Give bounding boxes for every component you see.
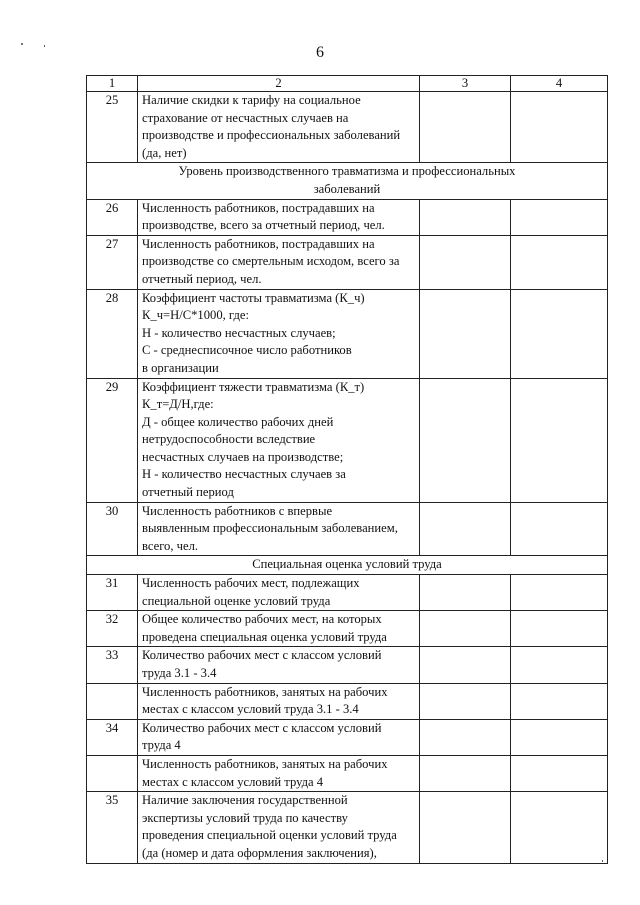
value-cell[interactable] [420,683,511,719]
cell-text-line: Коэффициент частоты травматизма (К_ч) [142,290,365,305]
cell-text-line: Наличие заключения государственной [142,793,348,808]
indicator-table [86,75,608,864]
cell-text-line: Коэффициент тяжести травматизма (К_т) [142,379,365,394]
value-cell[interactable] [511,755,608,791]
indicator-description [138,235,420,289]
value-cell[interactable] [511,289,608,378]
indicator-description [138,92,420,163]
cell-text-line: Численность работников, пострадавших на [142,236,375,251]
cell-text-line: всего, чел. [142,538,199,553]
cell-text-line: (да, нет) [142,145,187,160]
indicator-description [138,575,420,611]
table-row [87,683,608,719]
table-row [87,289,608,378]
cell-text-line: Количество рабочих мест с классом условий [142,648,382,663]
value-cell[interactable] [511,199,608,235]
table-body [87,76,608,864]
cell-text-line: заболеваний [313,181,381,196]
row-number: 33 [87,647,138,683]
table-header-row [87,76,608,92]
cell-text-line: производстве и профессиональных заболеваний [142,128,401,143]
value-cell[interactable] [420,235,511,289]
row-number: 29 [87,378,138,502]
row-number: 34 [87,719,138,755]
indicator-description [138,289,420,378]
row-number: 35 [87,792,138,863]
cell-text-line: специальной оценке условий труда [142,593,331,608]
cell-text-line: проведена специальная оценка условий труда [142,629,387,644]
cell-text-line: Н - количество несчастных случаев; [142,325,336,340]
value-cell[interactable] [420,611,511,647]
cell-text-line: Общее количество рабочих мест, на которых [142,612,382,627]
value-cell[interactable] [420,378,511,502]
table-row [87,575,608,611]
section-header-row [87,556,608,575]
value-cell[interactable] [511,378,608,502]
row-number: 25 [87,92,138,163]
value-cell[interactable] [420,575,511,611]
indicator-description [138,502,420,556]
cell-text-line: Н - количество несчастных случаев за [142,467,346,482]
cell-text-line: страхование от несчастных случаев на [142,110,349,125]
value-cell[interactable] [511,647,608,683]
cell-text-line: отчетный период, чел. [142,271,262,286]
value-cell[interactable] [420,199,511,235]
cell-text-line: проведения специальной оценки условий труда [142,828,397,843]
indicator-description [138,611,420,647]
cell-text-line: местах с классом условий труда 4 [142,774,324,789]
column-header-2: 2 [138,76,420,92]
indicator-description [138,199,420,235]
value-cell[interactable] [420,289,511,378]
row-number: 30 [87,502,138,556]
value-cell[interactable] [511,92,608,163]
value-cell[interactable] [420,719,511,755]
cell-text-line: С - среднесписочное число работников [142,343,352,358]
cell-text-line: Специальная оценка условий труда [252,557,442,572]
value-cell[interactable] [511,575,608,611]
cell-text-line: местах с классом условий труда 3.1 - 3.4 [142,702,359,717]
table-row [87,647,608,683]
cell-text-line: Численность работников, занятых на рабочих [142,756,388,771]
cell-text-line: (да (номер и дата оформления заключения), [142,845,377,860]
table-row [87,611,608,647]
cell-text-line: отчетный период [142,485,234,500]
table-row [87,235,608,289]
indicator-description [138,792,420,863]
indicator-description [138,719,420,755]
indicator-description [138,378,420,502]
cell-text-line: Численность работников с впервые [142,503,333,518]
cell-text-line: несчастных случаев на производстве; [142,449,344,464]
cell-text-line: Д - общее количество рабочих дней [142,414,334,429]
cell-text-line: выявленным профессиональным заболеванием, [142,521,398,536]
indicator-description [138,755,420,791]
table-row [87,502,608,556]
section-header-row [87,163,608,199]
cell-text-line: экспертизы условий труда по качеству [142,810,348,825]
row-number: 31 [87,575,138,611]
row-number: 32 [87,611,138,647]
value-cell[interactable] [420,792,511,863]
value-cell[interactable] [511,792,608,863]
indicator-description [138,683,420,719]
cell-text-line: Численность работников, занятых на рабочих [142,684,388,699]
cell-text-line: в организации [142,360,219,375]
cell-text-line: нетрудоспособности вследствие [142,432,316,447]
value-cell[interactable] [511,719,608,755]
table-row [87,792,608,863]
cell-text-line: труда 3.1 - 3.4 [142,666,217,680]
section-title [87,556,608,575]
cell-text-line: производстве со смертельным исходом, всего за [142,254,400,269]
cell-text-line: производстве, всего за отчетный период, чел. [142,218,385,233]
cell-text-line: К_т=Д/Н,где: [142,397,214,412]
value-cell[interactable] [511,683,608,719]
cell-text-line: Численность работников, пострадавших на [142,200,375,215]
table-row [87,199,608,235]
cell-text-line: Численность рабочих мест, подлежащих [142,576,360,591]
column-header-4: 4 [511,76,608,92]
cell-text-line: К_ч=Н/С*1000, где: [142,308,249,323]
indicator-description [138,647,420,683]
cell-text-line: Наличие скидки к тарифу на социальное [142,93,361,107]
value-cell[interactable] [420,502,511,556]
value-cell[interactable] [420,755,511,791]
value-cell[interactable] [420,92,511,163]
cell-text-line: Количество рабочих мест с классом условий [142,720,382,735]
table-row [87,719,608,755]
row-number [87,683,138,719]
row-number: 26 [87,199,138,235]
value-cell[interactable] [511,502,608,556]
table-row [87,92,608,163]
cell-text-line: труда 4 [142,738,181,753]
value-cell[interactable] [420,647,511,683]
table-row [87,755,608,791]
page-number: 6 [316,44,324,61]
cell-text-line: Уровень производственного травматизма и профессиональных [178,164,516,179]
column-header-3: 3 [420,76,511,92]
row-number: 27 [87,235,138,289]
section-title [87,163,608,199]
table-row [87,378,608,502]
column-header-1: 1 [87,76,138,92]
row-number: 28 [87,289,138,378]
value-cell[interactable] [511,235,608,289]
value-cell[interactable] [511,611,608,647]
row-number [87,755,138,791]
